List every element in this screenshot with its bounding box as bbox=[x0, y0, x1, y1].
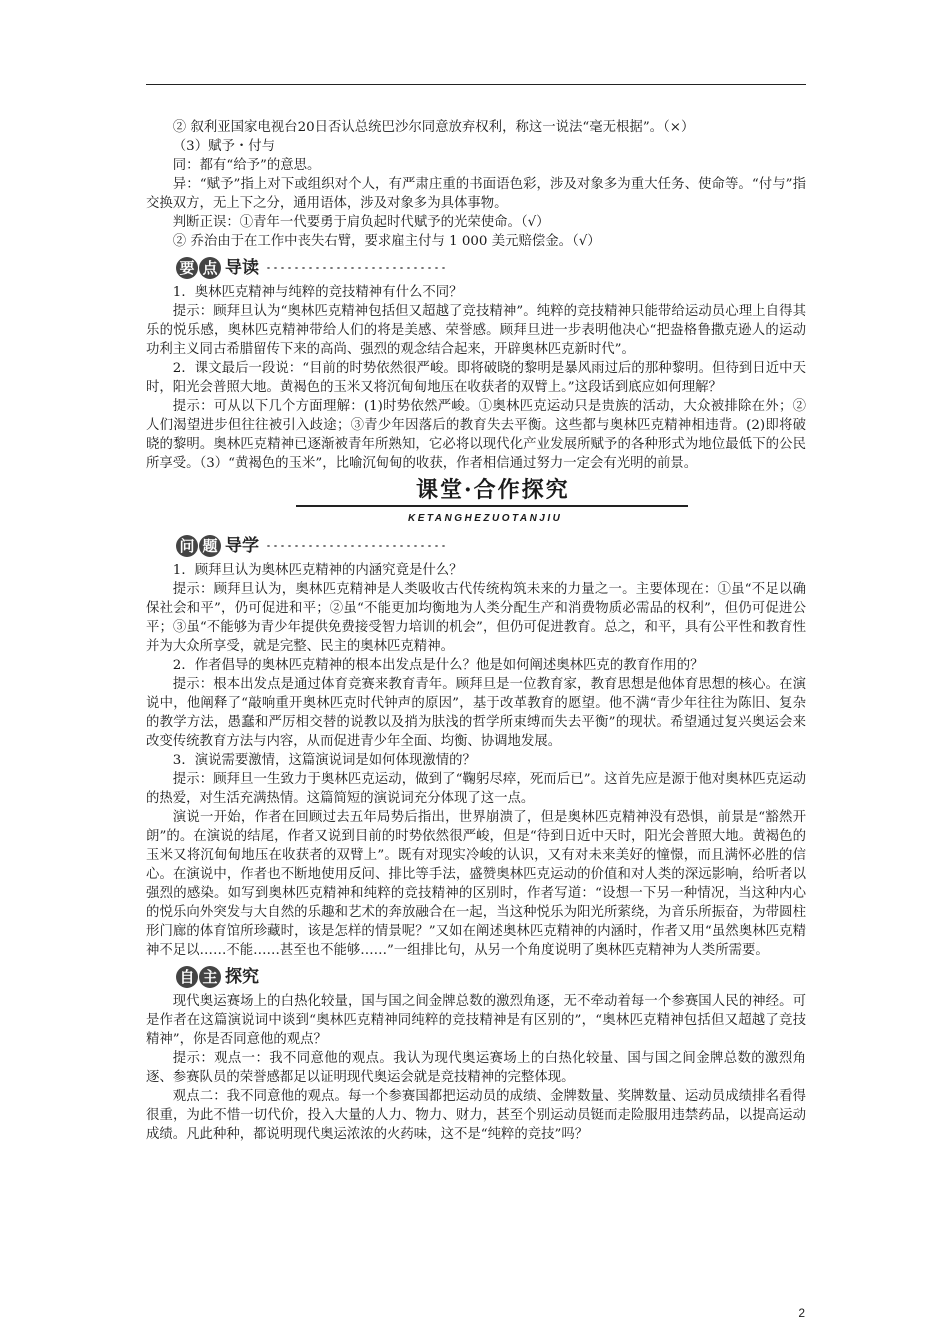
section-title: 导学 bbox=[225, 535, 259, 556]
text-line: 异：“赋予”指上对下或组织对个人，有严肃庄重的书面语色彩，涉及对象多为重大任务、使命等。“付与”指交换双方，无上下之分，通用语体，涉及对象多为具体事物。 bbox=[146, 177, 806, 211]
text-line: ② 叙利亚国家电视台20日否认总统巴沙尔同意放弃权利，称这一说法“毫无根据”。（×） bbox=[172, 120, 695, 135]
question: 3．演说需要激情，这篇演说词是如何体现激情的？ bbox=[172, 753, 476, 768]
section-title: 导读 bbox=[225, 257, 259, 278]
section-badge: 题 bbox=[199, 535, 221, 557]
section-heading-yaodian bbox=[176, 255, 806, 281]
text-line: 判断正误：①青年一代要勇于肩负起时代赋予的光荣使命。（√） bbox=[172, 215, 550, 230]
text-line: （3）赋予・付与 bbox=[172, 139, 276, 154]
banner-rule bbox=[296, 505, 688, 507]
banner-title: 课堂·合作探究 bbox=[408, 481, 578, 500]
section-badge: 要 bbox=[176, 257, 198, 279]
section-banner bbox=[146, 477, 806, 529]
section-badge: 问 bbox=[176, 535, 198, 557]
header-rule bbox=[146, 84, 806, 85]
question: 现代奥运赛场上的白热化较量，国与国之间金牌总数的激烈角逐，无不牵动着每一个参赛国人民的神经。可是作者在这篇演说词中谈到“奥林匹克精神同纯粹的竞技精神是有区别的”，“奥林匹克精神包括但又超越了竞技精神”，你是否同意他的观点？ bbox=[146, 994, 806, 1047]
section-heading-wenti bbox=[176, 533, 806, 559]
question: 1．顾拜旦认为奥林匹克精神的内涵究竟是什么？ bbox=[172, 563, 463, 578]
banner-subtitle: KETANGHEZUOTANJIU bbox=[408, 513, 563, 524]
page-number: 2 bbox=[798, 1306, 805, 1320]
text-line: ② 乔治由于在工作中丧失右臂，要求雇主付与 1 000 美元赔偿金。（√） bbox=[172, 234, 601, 249]
answer: 提示：观点一：我不同意他的观点。我认为现代奥运赛场上的白热化较量、国与国之间金牌总数的激烈角逐、参赛队员的荣誉感都足以证明现代奥运会就是竞技精神的完整体现。 bbox=[146, 1051, 806, 1085]
answer: 提示：可从以下几个方面理解：(1)时势依然严峻。①奥林匹克运动只是贵族的活动，大众被排除在外；②人们渴望进步但往往被引入歧途；③青少年因落后的教育失去平衡。这些都与奥林匹克精神相违背。(2)即将破晓的黎明。奥林匹克精神已逐渐被青年所熟知，它必将以现代化产业发展所赋予的各种形式为地位最低下的公民所享受。（3）“黄褐色的玉米”，比喻沉甸甸的收获，作者相信通过努力一定会有光明的前景。 bbox=[146, 399, 806, 471]
question: 2．课文最后一段说：“目前的时势依然很严峻。即将破晓的黎明是暴风雨过后的那种黎明。但待到日近中天时，阳光会普照大地。黄褐色的玉米又将沉甸甸地压在收获者的双臂上。”这段话到底应如何理解？ bbox=[146, 361, 806, 395]
answer: 提示：根本出发点是通过体育竞赛来教育青年。顾拜旦是一位教育家，教育思想是他体育思想的核心。在演说中，他阐释了“敲响重开奥林匹克时代钟声的原因”，基于改革教育的愿望。他不满“青少年往往为陈旧、复杂的教学方法，愚蠢和严厉相交替的说教以及捎为肤浅的哲学所束缚而失去平衡”的现状。希望通过复兴奥运会来改变传统教育方法与内容，从而促进青少年全面、均衡、协调地发展。 bbox=[146, 677, 806, 749]
section-badge: 主 bbox=[199, 966, 221, 988]
answer: 观点二：我不同意他的观点。每一个参赛国都把运动员的成绩、金牌数量、奖牌数量、运动员成绩排名看得很重，为此不惜一切代价，投入大量的人力、物力、财力，甚至个别运动员铤而走险服用违禁药品，以提高运动成绩。凡此种种，都说明现代奥运浓浓的火药味，这不是“纯粹的竞技”吗？ bbox=[146, 1089, 806, 1142]
question: 1．奥林匹克精神与纯粹的竞技精神有什么不同？ bbox=[172, 285, 463, 300]
section-title: 探究 bbox=[225, 966, 259, 987]
page-content bbox=[146, 118, 806, 1144]
answer: 提示：顾拜旦一生致力于奥林匹克运动，做到了“鞠躬尽瘁，死而后已”。这首先应是源于他对奥林匹克运动的热爱，对生活充满热情。这篇简短的演说词充分体现了这一点。 bbox=[146, 772, 806, 806]
section-badge: 点 bbox=[199, 257, 221, 279]
dotted-divider bbox=[265, 543, 445, 549]
section-badge: 自 bbox=[176, 966, 198, 988]
text-line: 同：都有“给予”的意思。 bbox=[172, 158, 321, 173]
section-heading-zizhu bbox=[176, 964, 806, 990]
question: 2．作者倡导的奥林匹克精神的根本出发点是什么？他是如何阐述奥林匹克的教育作用的？ bbox=[172, 658, 704, 673]
answer: 演说一开始，作者在回顾过去五年局势后指出，世界崩溃了，但是奥林匹克精神没有恐惧，前景是“豁然开朗”的。在演说的结尾，作者又说到目前的时势依然很严峻，但是“待到日近中天时，阳光会普照大地。黄褐色的玉米又将沉甸甸地压在收获者的双臂上”。既有对现实冷峻的认识，又有对未来美好的憧憬，而且满怀必胜的信心。在演说中，作者也不断地使用反问、排比等手法，盛赞奥林匹克运动的价值和对人类的深远影响，给听者以强烈的感染。如写到奥林匹克精神和纯粹的竞技精神的区别时，作者写道：“设想一下另一种情况，当这种内心的悦乐向外突发与大自然的乐趣和艺术的奔放融合在一起，当这种悦乐为阳光所萦绕，为音乐所振奋，为带圆柱形门廊的体育馆所珍藏时，该是怎样的情景呢？”又如在阐述奥林匹克精神的内涵时，作者又用“虽然奥林匹克精神不足以……不能……甚至也不能够……”一组排比句，从另一个角度说明了奥林匹克精神为人类所需要。 bbox=[146, 810, 806, 958]
answer: 提示：顾拜旦认为“奥林匹克精神包括但又超越了竞技精神”。纯粹的竞技精神只能带给运动员心理上自得其乐的悦乐感，奥林匹克精神带给人们的将是美感、荣誉感。顾拜旦进一步表明他决心“把盎格鲁撒克逊人的运动功利主义同古希腊留传下来的高尚、强烈的观念结合起来，开辟奥林匹克新时代”。 bbox=[146, 304, 806, 357]
answer: 提示：顾拜旦认为，奥林匹克精神是人类吸收古代传统构筑未来的力量之一。主要体现在：①虽“不足以确保社会和平”，仍可促进和平；②虽“不能更加均衡地为人类分配生产和消费物质必需品的权利”，但仍可促进公平；③虽“不能够为青少年提供免费接受智力培训的机会”，但仍可促进教育。总之，和平，具有公平性和教育性并为大众所享受，就是完整、民主的奥林匹克精神。 bbox=[146, 582, 806, 654]
dotted-divider bbox=[265, 265, 445, 271]
